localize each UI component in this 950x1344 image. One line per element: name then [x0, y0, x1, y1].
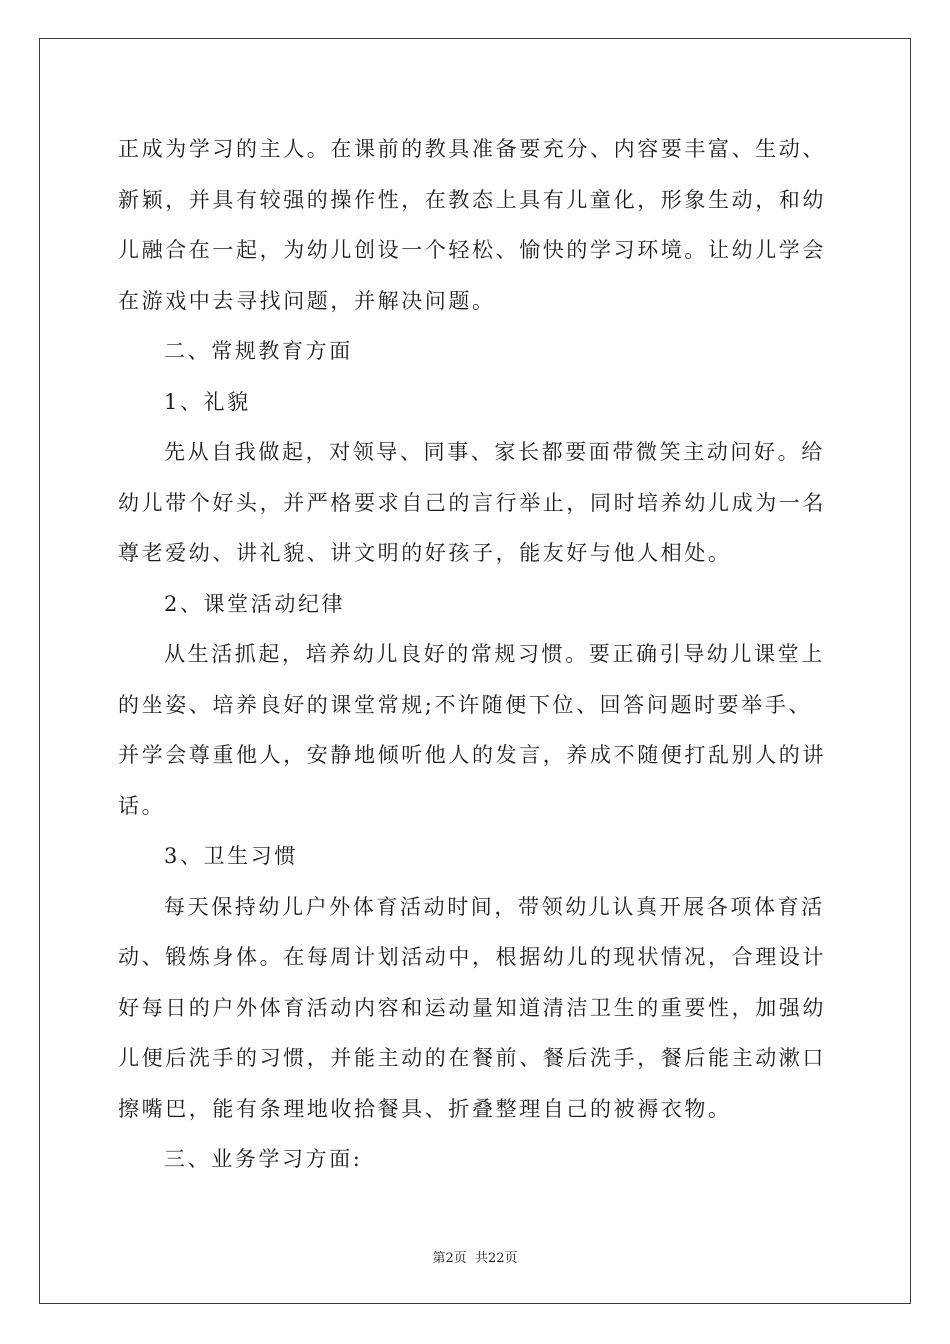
text-line: 儿便后洗手的习惯，并能主动的在餐前、餐后洗手，餐后能主动漱口: [118, 1046, 826, 1070]
subsection-heading: 3、卫生习惯: [164, 844, 298, 868]
page-footer: [0, 1247, 950, 1266]
text-line: 擦嘴巴，能有条理地收拾餐具、折叠整理自己的被褥衣物。: [118, 1096, 732, 1121]
text-line: 先从自我做起，对领导、同事、家长都要面带微笑主动问好。给: [164, 440, 825, 464]
document-body: [118, 124, 833, 1185]
current-page-number: 第2页: [432, 1251, 467, 1266]
subsection-heading: 1、礼貌: [164, 389, 251, 414]
text-line: 话。: [118, 793, 166, 818]
total-pages: 共22页: [474, 1251, 518, 1266]
text-line: 在游戏中去寻找问题，并解决问题。: [118, 288, 496, 313]
section-heading: 二、常规教育方面: [164, 339, 353, 363]
text-line: 动、锻炼身体。在每周计划活动中，根据幼儿的现状情况，合理设计: [118, 945, 826, 969]
text-line: 正成为学习的主人。在课前的教具准备要充分、内容要丰富、生动、: [118, 137, 826, 161]
text-line: 好每日的户外体育活动内容和运动量知道清洁卫生的重要性，加强幼: [118, 995, 826, 1020]
text-line: 新颖，并具有较强的操作性，在教态上具有儿童化，形象生动，和幼: [118, 187, 826, 212]
text-line: 的坐姿、培养良好的课堂常规;不许随便下位、回答问题时要举手、: [118, 692, 813, 717]
text-line: 尊老爱幼、讲礼貌、讲文明的好孩子，能友好与他人相处。: [118, 541, 732, 565]
text-line: 从生活抓起，培养幼儿良好的常规习惯。要正确引导幼儿课堂上: [164, 642, 825, 666]
subsection-heading: 2、课堂活动纪律: [164, 591, 346, 616]
section-heading: 三、业务学习方面:: [164, 1147, 363, 1171]
text-line: 幼儿带个好头，并严格要求自己的言行举止，同时培养幼儿成为一名: [118, 490, 826, 515]
text-line: 每天保持幼儿户外体育活动时间，带领幼儿认真开展各项体育活: [164, 894, 825, 919]
text-line: 儿融合在一起，为幼儿创设一个轻松、愉快的学习环境。让幼儿学会: [118, 238, 826, 262]
text-line: 并学会尊重他人，安静地倾听他人的发言，养成不随便打乱别人的讲: [118, 743, 826, 767]
